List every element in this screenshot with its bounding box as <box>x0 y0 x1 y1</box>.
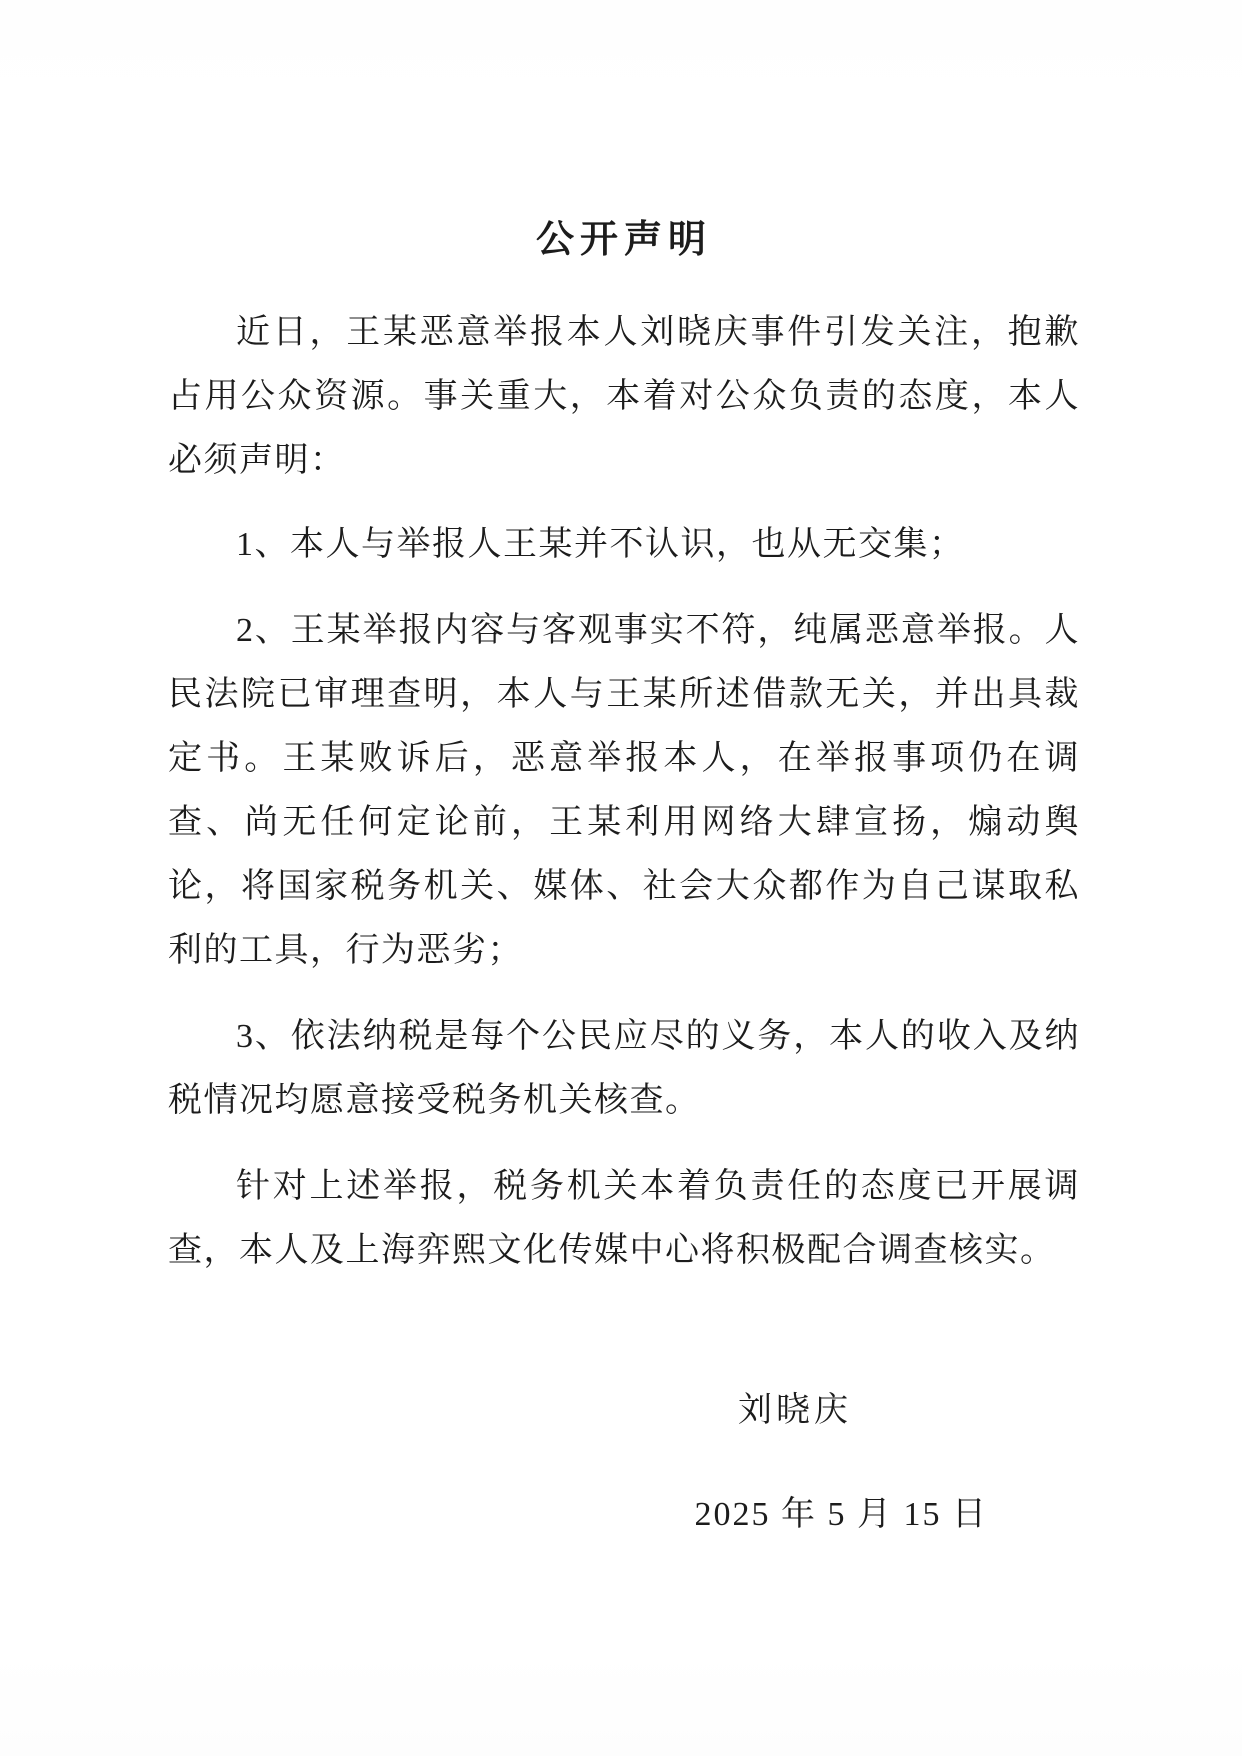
signature-name: 刘晓庆 <box>738 1392 852 1429</box>
signature-block <box>168 1379 1080 1547</box>
intro-paragraph: 近日，王某恶意举报本人刘晓庆事件引发关注，抱歉占用公众资源。事关重大，本着对公众负责的态度，本人必须声明： <box>168 314 1080 479</box>
signature-date: 2025 年 5 月 15 日 <box>694 1496 988 1533</box>
statement-item-3: 3、依法纳税是每个公民应尽的义务，本人的收入及纳税情况均愿意接受税务机关核查。 <box>168 1018 1080 1119</box>
statement-item-1: 1、本人与举报人王某并不认识，也从无交集； <box>236 526 965 563</box>
closing-paragraph: 针对上述举报，税务机关本着负责任的态度已开展调查，本人及上海弈熙文化传媒中心将积极配合调查核实。 <box>168 1168 1080 1269</box>
statement-item-2: 2、王某举报内容与客观事实不符，纯属恶意举报。人民法院已审理查明，本人与王某所述借款无关，并出具裁定书。王某败诉后，恶意举报本人，在举报事项仍在调查、尚无任何定论前，王某利用网络大肆宣扬，煽动舆论，将国家税务机关、媒体、社会大众都作为自己谋取私利的工具，行为恶劣； <box>168 612 1080 969</box>
document-title: 公开声明 <box>535 219 712 261</box>
public-statement-document <box>168 208 1080 1547</box>
